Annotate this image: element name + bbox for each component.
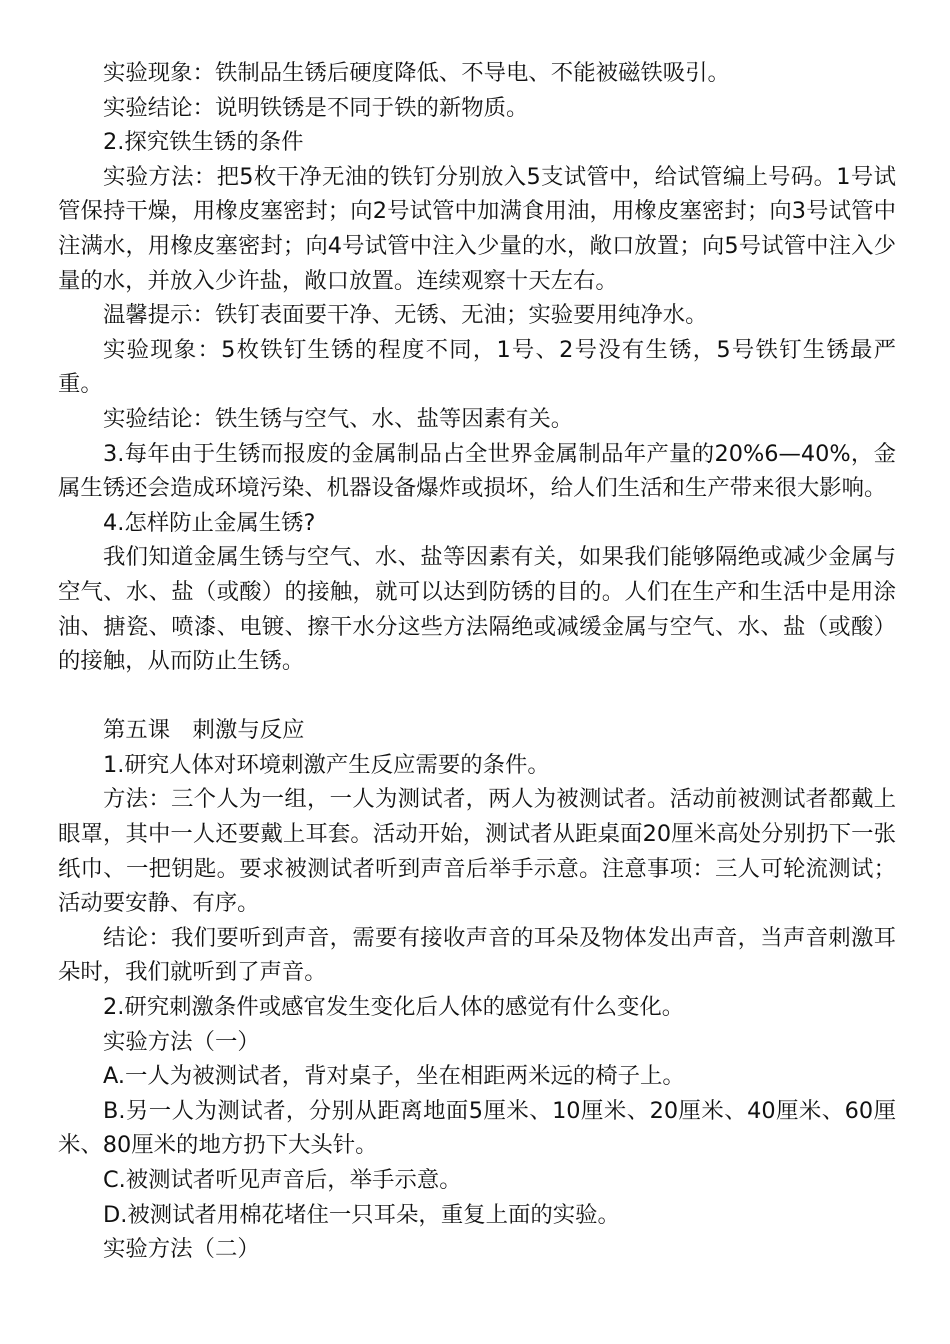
paragraph-prevent-rust: 我们知道金属生锈与空气、水、盐等因素有关，如果我们能够隔绝或减少金属与空气、水、盐（或酸）的接触，就可以达到防锈的目的。人们在生产和生活中是用涂油、搪瓷、喷漆、电镀、擦干水分这些方法隔绝或减缓金属与空气、水、盐（或酸）的接触，从而防止生锈。 bbox=[58, 544, 896, 675]
paragraph-stimulus-conclusion: 结论：我们要听到声音，需要有接收声音的耳朵及物体发出声音，当声音刺激耳朵时，我们就听到了声音。 bbox=[58, 924, 896, 986]
step-d: D.被测试者用棉花堵住一只耳朵，重复上面的实验。 bbox=[103, 1201, 620, 1228]
paragraph-warm-tip: 温馨提示：铁钉表面要干净、无锈、无油；实验要用纯净水。 bbox=[103, 302, 708, 329]
heading-method-one: 实验方法（一） bbox=[103, 1028, 260, 1055]
document-page bbox=[58, 56, 896, 1267]
paragraph-nail-phenomenon: 实验现象：5枚铁钉生锈的程度不同，1号、2号没有生锈，5号铁钉生锈最严重。 bbox=[58, 336, 896, 398]
paragraph-nail-conclusion: 实验结论：铁生锈与空气、水、盐等因素有关。 bbox=[103, 405, 574, 432]
blank-line bbox=[58, 679, 896, 714]
lesson-title: 第五课 刺激与反应 bbox=[103, 717, 305, 744]
heading-rust-conditions: 2.探究铁生锈的条件 bbox=[103, 129, 304, 156]
step-a: A.一人为被测试者，背对桌子，坐在相距两米远的椅子上。 bbox=[103, 1063, 685, 1090]
heading-method-two: 实验方法（二） bbox=[103, 1236, 260, 1263]
heading-prevent-rust: 4.怎样防止金属生锈? bbox=[103, 509, 316, 536]
paragraph-stimulus-method: 方法：三个人为一组，一人为测试者，两人为被测试者。活动前被测试者都戴上眼罩，其中一人还要戴上耳套。活动开始，测试者从距桌面20厘米高处分别扔下一张纸巾、一把钥匙。要求被测试者听到声音后举手示意。注意事项：三人可轮流测试；活动要安静、有序。 bbox=[58, 786, 896, 917]
paragraph-experiment-method: 实验方法：把5枚干净无油的铁钉分别放入5支试管中，给试管编上号码。1号试管保持干燥，用橡皮塞密封；向2号试管中加满食用油，用橡皮塞密封；向3号试管中注满水，用橡皮塞密封；向4号试管中注入少量的水，敞口放置；向5号试管中注入少量的水，并放入少许盐，敞口放置。连续观察十天左右。 bbox=[58, 163, 896, 294]
heading-sensory-change: 2.研究刺激条件或感官发生变化后人体的感觉有什么变化。 bbox=[103, 994, 685, 1021]
paragraph-rust-conclusion: 实验结论：说明铁锈是不同于铁的新物质。 bbox=[103, 94, 529, 121]
step-b: B.另一人为测试者，分别从距离地面5厘米、10厘米、20厘米、40厘米、60厘米、80厘米的地方扔下大头针。 bbox=[58, 1097, 896, 1159]
paragraph-rust-loss: 3.每年由于生锈而报废的金属制品占全世界金属制品年产量的20%6—40%，金属生锈还会造成环境污染、机器设备爆炸或损坏，给人们生活和生产带来很大影响。 bbox=[58, 440, 896, 502]
step-c: C.被测试者听见声音后，举手示意。 bbox=[103, 1167, 462, 1193]
heading-stimulus-conditions: 1.研究人体对环境刺激产生反应需要的条件。 bbox=[103, 751, 550, 778]
paragraph-rust-phenomenon: 实验现象：铁制品生锈后硬度降低、不导电、不能被磁铁吸引。 bbox=[103, 60, 730, 86]
